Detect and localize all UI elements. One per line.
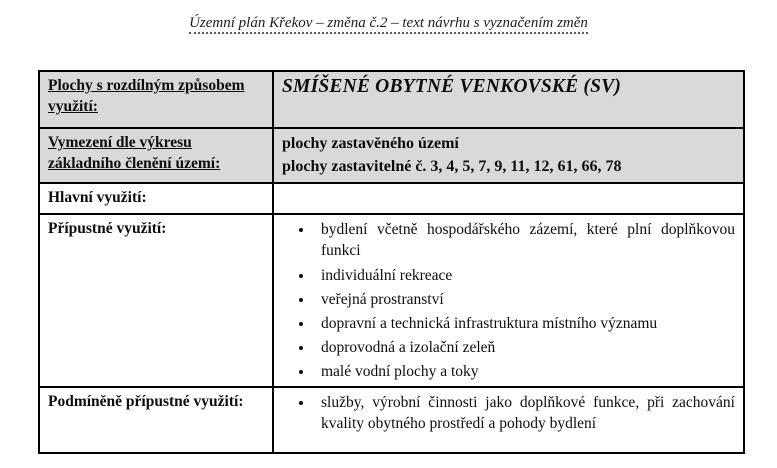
table-row-hlavni (39, 183, 744, 214)
land-use-table (38, 70, 745, 454)
zone-type-heading: SMÍŠENÉ OBYTNÉ VENKOVSKÉ (SV) (282, 76, 622, 97)
table-row-podminene (39, 387, 744, 453)
bullet-item: • bydlení včetně hospodářského zázemí, které plní doplňkovou funkci (314, 219, 735, 261)
bullet-item: • individuální rekreace (314, 265, 735, 286)
row-value-cell (273, 387, 744, 453)
vymezeni-line-1: plochy zastavěného území (282, 135, 459, 152)
row-label-podminene: Podmíněně přípustné využití: (48, 392, 244, 410)
row-label-cell (39, 214, 273, 387)
row-label-hlavni: Hlavní využití: (48, 189, 147, 207)
podminene-bullet-list (282, 392, 735, 434)
row-value-cell (273, 128, 744, 183)
row-value-cell (273, 71, 744, 128)
bullet-item: • malé vodní plochy a toky (314, 361, 735, 382)
table-row-vymezeni (39, 128, 744, 183)
document-title-text: Územní plán Křekov – změna č.2 – text návrhu s vyznačením změn (189, 15, 588, 34)
row-label-plochy: Plochy s rozdílným způsobem využití: (48, 77, 245, 115)
bullet-item: • veřejná prostranství (314, 289, 735, 310)
row-value-cell-empty (273, 183, 744, 214)
row-label-cell (39, 71, 273, 128)
row-label-cell (39, 387, 273, 453)
bullet-item: • služby, výrobní činnosti jako doplňkové funkce, při zachování kvality obytného prostředí a pohody bydlení (314, 392, 735, 434)
row-label-vymezeni: Vymezení dle výkresu základního členění území: (48, 134, 221, 172)
table-row-pripustne (39, 214, 744, 387)
pripustne-bullet-list (282, 219, 735, 382)
vymezeni-line-2: plochy zastavitelné č. 3, 4, 5, 7, 9, 11, 12, 61, 66, 78 (282, 157, 622, 175)
bullet-item: • dopravní a technická infrastruktura místního významu (314, 313, 735, 334)
table-row-plochy (39, 71, 744, 128)
row-label-cell (39, 183, 273, 214)
bullet-item: • doprovodná a izolační zeleň (314, 337, 735, 358)
row-label-pripustne: Přípustné využití: (48, 220, 167, 238)
row-label-cell (39, 128, 273, 183)
row-value-cell (273, 214, 744, 387)
document-title (0, 15, 777, 32)
